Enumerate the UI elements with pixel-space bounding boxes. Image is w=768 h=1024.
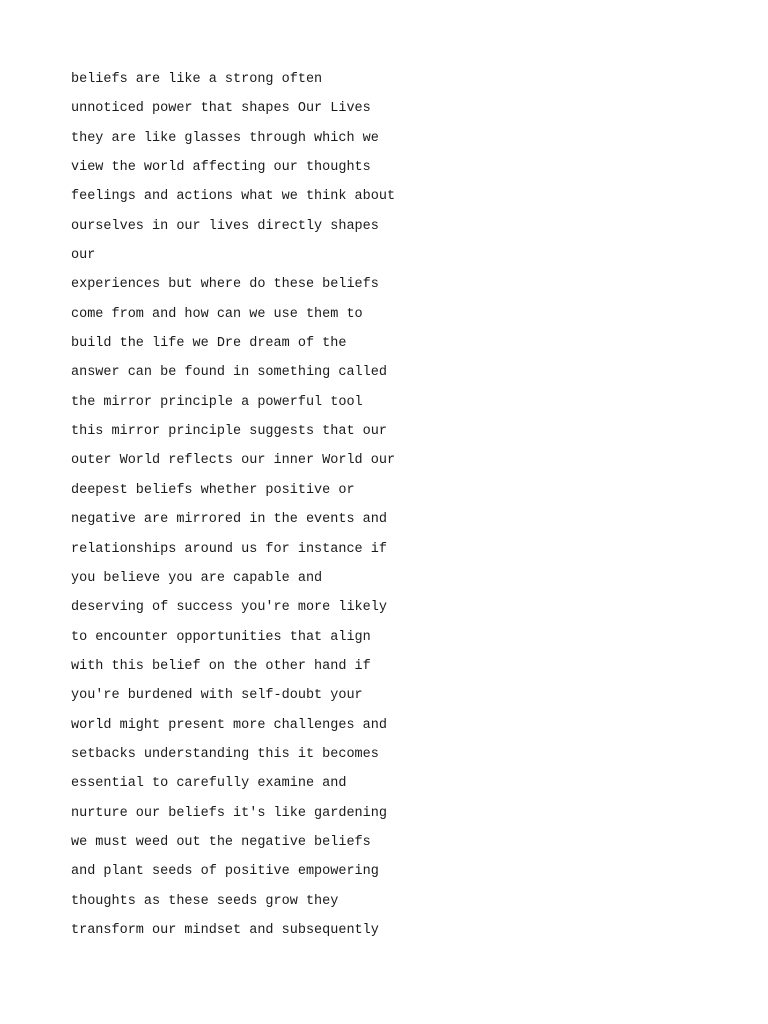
- text-line: beliefs are like a strong often: [71, 72, 323, 87]
- text-line: you believe you are capable and: [71, 570, 323, 586]
- text-line: deepest beliefs whether positive or: [71, 482, 355, 498]
- text-line: to encounter opportunities that align: [71, 629, 371, 645]
- text-line: come from and how can we use them to: [71, 306, 363, 322]
- text-line: with this belief on the other hand if: [71, 658, 371, 674]
- text-line: relationships around us for instance if: [71, 541, 387, 557]
- text-line: essential to carefully examine and: [71, 776, 347, 792]
- transcript-text: [71, 70, 711, 950]
- text-line: build the life we Dre dream of the: [71, 336, 347, 352]
- text-line: our: [71, 248, 96, 264]
- text-line: answer can be found in something called: [71, 365, 387, 381]
- text-line: experiences but where do these beliefs: [71, 277, 379, 293]
- text-line: view the world affecting our thoughts: [71, 160, 371, 176]
- text-line: setbacks understanding this it becomes: [71, 746, 379, 762]
- text-line: nurture our beliefs it's like gardening: [71, 805, 387, 821]
- text-line: world might present more challenges and: [71, 717, 387, 733]
- text-line: ourselves in our lives directly shapes: [71, 218, 379, 234]
- text-line: and plant seeds of positive empowering: [71, 864, 379, 880]
- text-line: they are like glasses through which we: [71, 130, 379, 146]
- text-line: feelings and actions what we think about: [71, 189, 396, 205]
- text-line: transform our mindset and subsequently: [71, 922, 379, 938]
- text-line: you're burdened with self-doubt your: [71, 688, 363, 704]
- text-line: we must weed out the negative beliefs: [71, 834, 371, 850]
- text-line: thoughts as these seeds grow they: [71, 893, 339, 909]
- text-line: the mirror principle a powerful tool: [71, 394, 363, 410]
- text-line: this mirror principle suggests that our: [71, 424, 387, 440]
- text-line: outer World reflects our inner World our: [71, 453, 396, 469]
- text-line: negative are mirrored in the events and: [71, 512, 387, 528]
- text-line: deserving of success you're more likely: [71, 600, 387, 616]
- text-line: unnoticed power that shapes Our Lives: [71, 101, 371, 117]
